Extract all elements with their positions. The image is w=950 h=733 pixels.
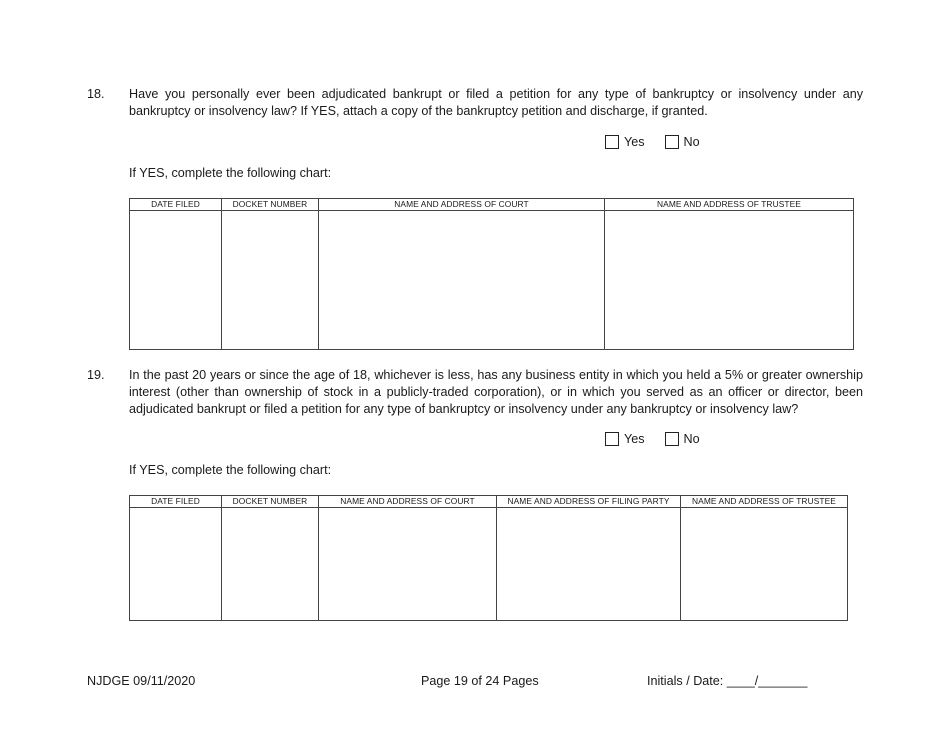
chart-entry-row xyxy=(130,508,848,621)
yes-checkbox[interactable] xyxy=(605,432,619,446)
docket-number-cell[interactable] xyxy=(222,211,319,350)
no-checkbox[interactable] xyxy=(665,432,679,446)
court-cell[interactable] xyxy=(319,211,605,350)
no-label: No xyxy=(683,135,700,149)
initials-date[interactable]: Initials / Date: ____/_______ xyxy=(647,674,808,688)
col-date-filed: DATE FILED xyxy=(130,496,222,508)
yes-label: Yes xyxy=(624,432,645,446)
col-filing-party: NAME AND ADDRESS OF FILING PARTY xyxy=(497,496,681,508)
chart-intro: If YES, complete the following chart: xyxy=(129,166,332,180)
no-option[interactable] xyxy=(665,135,700,149)
no-label: No xyxy=(683,432,700,446)
date-filed-cell[interactable] xyxy=(130,211,222,350)
bankruptcy-chart-19 xyxy=(129,495,848,621)
question-number: 18. xyxy=(87,87,105,101)
yes-checkbox[interactable] xyxy=(605,135,619,149)
col-docket-number: DOCKET NUMBER xyxy=(222,199,319,211)
court-cell[interactable] xyxy=(319,508,497,621)
col-trustee: NAME AND ADDRESS OF TRUSTEE xyxy=(681,496,848,508)
col-docket-number: DOCKET NUMBER xyxy=(222,496,319,508)
trustee-cell[interactable] xyxy=(681,508,848,621)
no-option[interactable] xyxy=(665,432,700,446)
no-checkbox[interactable] xyxy=(665,135,679,149)
question-text: Have you personally ever been adjudicated bankrupt or filed a petition for any type of bankruptcy or insolvency under any bankruptcy or insolvency law? If YES, attach a copy of the bankruptcy petition and discharge, if granted. xyxy=(129,87,863,118)
chart-header-row xyxy=(130,496,848,508)
docket-number-cell[interactable] xyxy=(222,508,319,621)
chart-entry-row xyxy=(130,211,854,350)
yes-label: Yes xyxy=(624,135,645,149)
form-id: NJDGE 09/11/2020 xyxy=(87,674,196,688)
filing-party-cell[interactable] xyxy=(497,508,681,621)
col-court: NAME AND ADDRESS OF COURT xyxy=(319,496,497,508)
question-18-answer xyxy=(605,135,720,149)
question-text: In the past 20 years or since the age of 18, whichever is less, has any business entity in which you held a 5% or greater ownership interest (other than ownership of stock in a publicly-traded corporation), or in which you served as an officer or director, been adjudicated bankrupt or filed a petition for any type of bankruptcy or insolvency under any bankruptcy or insolvency law? xyxy=(129,368,863,416)
question-19-answer xyxy=(605,432,720,446)
yes-option[interactable] xyxy=(605,432,645,446)
yes-option[interactable] xyxy=(605,135,645,149)
question-number: 19. xyxy=(87,368,105,382)
bankruptcy-chart-18 xyxy=(129,198,854,350)
col-date-filed: DATE FILED xyxy=(130,199,222,211)
page-number: Page 19 of 24 Pages xyxy=(421,674,539,688)
date-filed-cell[interactable] xyxy=(130,508,222,621)
col-court: NAME AND ADDRESS OF COURT xyxy=(319,199,605,211)
trustee-cell[interactable] xyxy=(605,211,854,350)
chart-intro: If YES, complete the following chart: xyxy=(129,463,332,477)
col-trustee: NAME AND ADDRESS OF TRUSTEE xyxy=(605,199,854,211)
chart-header-row xyxy=(130,199,854,211)
